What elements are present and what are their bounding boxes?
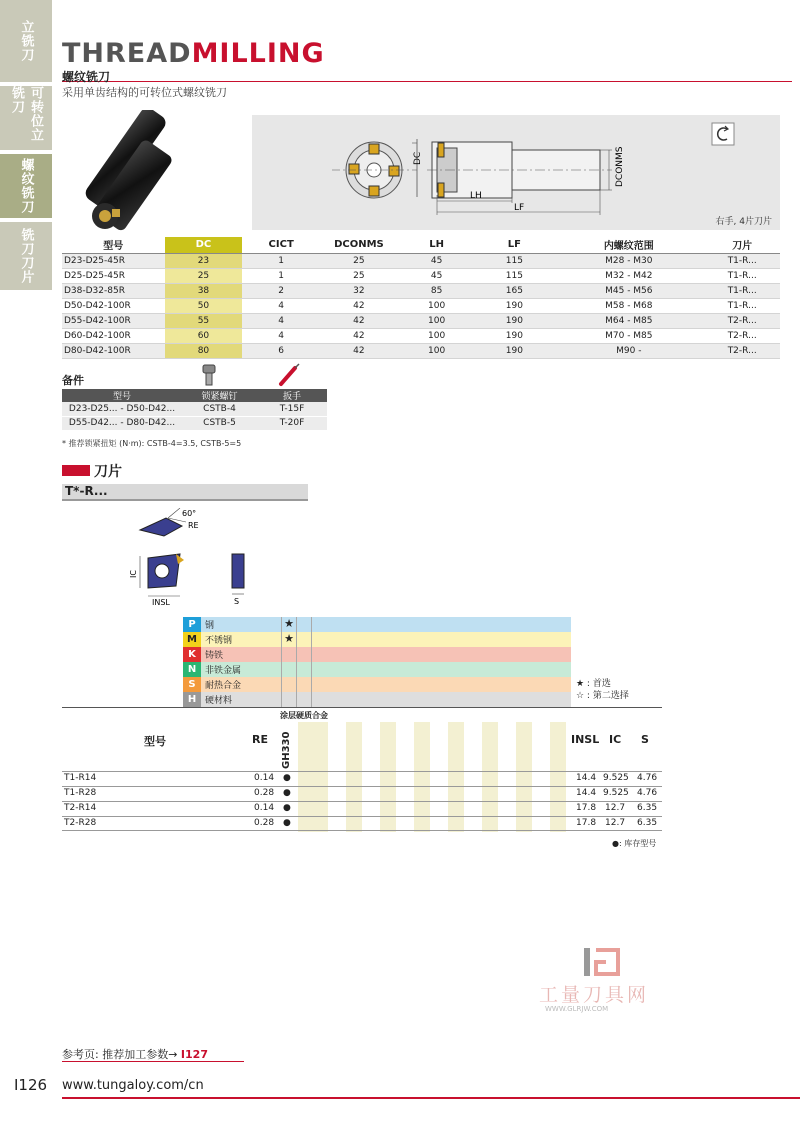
material-row-s — [183, 677, 571, 692]
holder-photo — [70, 110, 240, 238]
section-marker — [62, 465, 90, 476]
page-title: THREADMILLING — [62, 38, 325, 69]
angle-label: 60° — [182, 509, 197, 518]
legend — [576, 678, 629, 702]
col-lf: LF — [476, 237, 554, 253]
insl-label: INSL — [152, 598, 170, 607]
table-row: T1-R14 0.14 ● 14.4 9.525 4.76 — [62, 771, 662, 786]
material-letter: H — [183, 692, 201, 707]
dc-label: DC — [413, 151, 423, 165]
reference-link[interactable]: I127 — [180, 1048, 208, 1061]
col-cict: CICT — [242, 237, 320, 253]
table-row: D23-D25-45R 23 1 25 45 115 M28 - M30 T1-R... — [62, 253, 780, 268]
watermark-logo — [582, 946, 622, 978]
side-tab-end-mill[interactable]: 立铣刀 — [0, 0, 52, 84]
lf-label: LF — [514, 203, 525, 213]
header-rule — [62, 81, 792, 82]
col-thread-range: 内螺纹范围 — [553, 237, 704, 253]
material-mark: ★ — [281, 632, 296, 647]
table-row: D55-D42... - D80-D42... CSTB-5 T-20F — [62, 416, 327, 430]
insert-col-ic: IC — [609, 733, 622, 746]
table-row: D80-D42-100R 80 6 42 100 190 M90 - T2-R... — [62, 343, 780, 358]
holder-table-header — [62, 237, 780, 253]
material-name: 钢 — [205, 621, 215, 631]
material-row-h — [183, 692, 571, 707]
re-label: RE — [188, 521, 199, 530]
side-tab-milling-inserts[interactable]: 铣刀刀片 — [0, 222, 52, 292]
holder-drawing — [252, 115, 780, 230]
col-dconms: DCONMS — [320, 237, 398, 253]
lh-label: LH — [470, 191, 482, 201]
wrench-icon — [281, 364, 299, 384]
insert-section-title: 刀片 — [94, 464, 122, 480]
dconms-label: DCONMS — [615, 146, 625, 187]
stock-note: ●: 库存型号 — [612, 839, 657, 848]
watermark-url: WWW.GLRJW.COM — [545, 1005, 609, 1013]
material-letter: S — [183, 677, 201, 692]
legend-first-choice: ★ : 首选 — [576, 679, 611, 689]
material-letter: M — [183, 632, 201, 647]
spare-parts-table: 型号 锁紧螺钉 扳手 D23-D25... - D50-D42... CSTB-4 T-15F D55-D42... - D80-D42... CSTB-5 T-20F — [62, 389, 327, 431]
material-row-k — [183, 647, 571, 662]
table-row: T2-R28 0.28 ● 17.8 12.7 6.35 — [62, 816, 662, 831]
material-letter: P — [183, 617, 201, 632]
table-row: T1-R28 0.28 ● 14.4 9.525 4.76 — [62, 786, 662, 801]
table-row: D55-D42-100R 55 4 42 100 190 M64 - M85 T2-R... — [62, 313, 780, 328]
material-name: 耐热合金 — [205, 681, 242, 691]
watermark-text: 工量刀具网 — [539, 984, 650, 1006]
insert-col-s: S — [641, 733, 649, 746]
material-row-m — [183, 632, 571, 647]
reference-rule — [62, 1061, 244, 1062]
table-row: D38-D32-85R 38 2 32 85 165 M45 - M56 T1-R... — [62, 283, 780, 298]
material-name: 硬材料 — [205, 696, 233, 706]
material-row-p — [183, 617, 571, 632]
coating-label: 涂层硬质合金 — [280, 711, 328, 720]
material-mark: ★ — [281, 617, 296, 632]
table-row: D23-D25... - D50-D42... CSTB-4 T-15F — [62, 402, 327, 416]
legend-second-choice: ☆ : 第二选择 — [576, 691, 629, 701]
page-subtitle: 螺纹铣刀 — [62, 70, 111, 84]
website-url[interactable]: www.tungaloy.com/cn — [62, 1078, 204, 1093]
insert-table-rule — [62, 707, 662, 708]
side-tab-indexable-end-mill[interactable]: 可转位立铣刀 — [0, 86, 52, 152]
material-letter: N — [183, 662, 201, 677]
material-name: 不锈钢 — [205, 636, 233, 646]
insert-col-model: 型号 — [144, 735, 166, 748]
table-row: D50-D42-100R 50 4 42 100 190 M58 - M68 T1-R... — [62, 298, 780, 313]
material-name: 非铁金属 — [205, 666, 242, 676]
s-label: S — [234, 597, 240, 606]
insert-drawing — [120, 508, 270, 608]
insert-col-re: RE — [252, 733, 268, 746]
insert-model-header: T*-R... — [62, 484, 308, 501]
material-row-n — [183, 662, 571, 677]
holder-table — [62, 237, 780, 359]
table-row: T2-R14 0.14 ● 17.8 12.7 6.35 — [62, 801, 662, 816]
page-number: I126 — [14, 1076, 48, 1094]
col-model: 型号 — [62, 237, 165, 253]
col-lh: LH — [398, 237, 476, 253]
col-dc: DC — [165, 237, 243, 253]
insert-table — [62, 771, 662, 831]
col-insert: 刀片 — [704, 237, 780, 253]
torque-note: * 推荐锁紧扭矩 (N·m): CSTB-4=3.5, CSTB-5=5 — [62, 439, 242, 448]
material-name: 铸铁 — [205, 651, 224, 661]
drawing-note: 右手, 4片刀片 — [715, 217, 772, 227]
ic-label: IC — [129, 570, 138, 578]
screw-icon — [203, 365, 215, 385]
insert-col-grade: GH330 — [281, 731, 292, 769]
material-letter: K — [183, 647, 201, 662]
table-row: D25-D25-45R 25 1 25 45 115 M32 - M42 T1-R... — [62, 268, 780, 283]
reference-line: 参考页: 推荐加工参数→ I127 — [62, 1048, 208, 1061]
footer-rule — [62, 1097, 800, 1099]
table-row: D60-D42-100R 60 4 42 100 190 M70 - M85 T2-R... — [62, 328, 780, 343]
spare-parts-title: 备件 — [62, 374, 84, 387]
rotation-direction-icon — [712, 123, 734, 145]
side-tab-thread-mill[interactable]: 螺纹铣刀 — [0, 154, 52, 220]
holder-dimension-drawing — [252, 115, 780, 230]
insert-col-insl: INSL — [571, 733, 600, 746]
page-description: 采用单齿结构的可转位式螺纹铣刀 — [62, 86, 227, 99]
spare-part-icons — [195, 362, 325, 388]
